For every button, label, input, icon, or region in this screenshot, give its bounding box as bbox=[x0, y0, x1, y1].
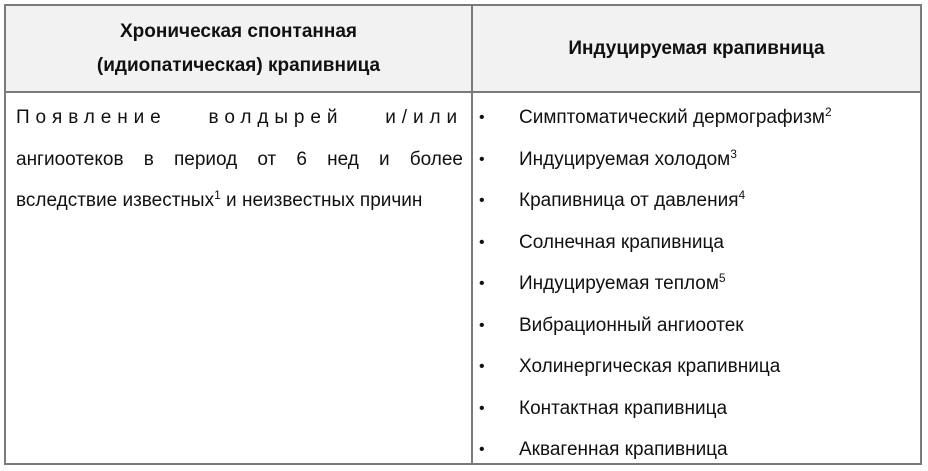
list-item-text: Контактная крапивница bbox=[519, 397, 728, 419]
bullet-icon: • bbox=[479, 358, 485, 375]
list-item bbox=[473, 429, 832, 471]
bullet-icon: • bbox=[479, 441, 485, 458]
inducible-list bbox=[473, 97, 832, 471]
bullet-icon: • bbox=[479, 399, 485, 417]
list-item-text: Холинергическая крапивница bbox=[519, 356, 781, 377]
list-item-sup: 3 bbox=[730, 146, 737, 161]
list-item-text: Крапивница от давления bbox=[519, 190, 739, 211]
list-item bbox=[473, 97, 832, 139]
bullet-icon: • bbox=[479, 150, 485, 168]
list-item-text: Аквагенная крапивница bbox=[519, 439, 728, 460]
list-item bbox=[473, 346, 832, 388]
list-item-text: Солнечная крапивница bbox=[519, 231, 724, 253]
urticaria-table bbox=[4, 4, 922, 465]
bullet-icon: • bbox=[479, 316, 485, 334]
list-item bbox=[473, 180, 832, 222]
list-item bbox=[473, 388, 832, 430]
description-sup1: 1 bbox=[214, 188, 221, 202]
list-item-text: Индуцируемая теплом bbox=[519, 273, 719, 294]
description-part3: и неизвестных причин bbox=[220, 190, 423, 211]
list-item-sup: 5 bbox=[718, 271, 726, 285]
list-item-sup: 2 bbox=[825, 105, 832, 119]
bullet-icon: • bbox=[479, 233, 485, 251]
list-item bbox=[473, 263, 832, 305]
list-item-text: Индуцируемая холодом bbox=[519, 148, 731, 170]
bullet-icon: • bbox=[479, 109, 485, 126]
list-item bbox=[473, 305, 832, 347]
bullet-icon: • bbox=[479, 275, 485, 292]
header-left-line2: (идиопатическая) крапивница bbox=[96, 54, 381, 76]
list-item-sup: 4 bbox=[738, 188, 746, 202]
header-right-text: Индуцируемая крапивница bbox=[568, 37, 825, 59]
list-item-text: Симптоматический дермографизм bbox=[519, 107, 825, 128]
description-part2: ангиоотеков в период от 6 нед и более вследствие известных bbox=[16, 148, 463, 211]
header-left-line1: Хроническая спонтанная bbox=[120, 20, 357, 42]
header-chronic-spontaneous bbox=[6, 6, 471, 91]
chronic-description bbox=[16, 97, 463, 222]
header-inducible bbox=[473, 6, 920, 91]
description-part1: Появление волдырей и/или bbox=[16, 107, 463, 128]
bullet-icon: • bbox=[479, 192, 485, 209]
header-divider bbox=[6, 91, 920, 93]
list-item-text: Вибрационный ангиоотек bbox=[519, 314, 744, 336]
list-item bbox=[473, 222, 832, 264]
list-item bbox=[473, 139, 832, 181]
